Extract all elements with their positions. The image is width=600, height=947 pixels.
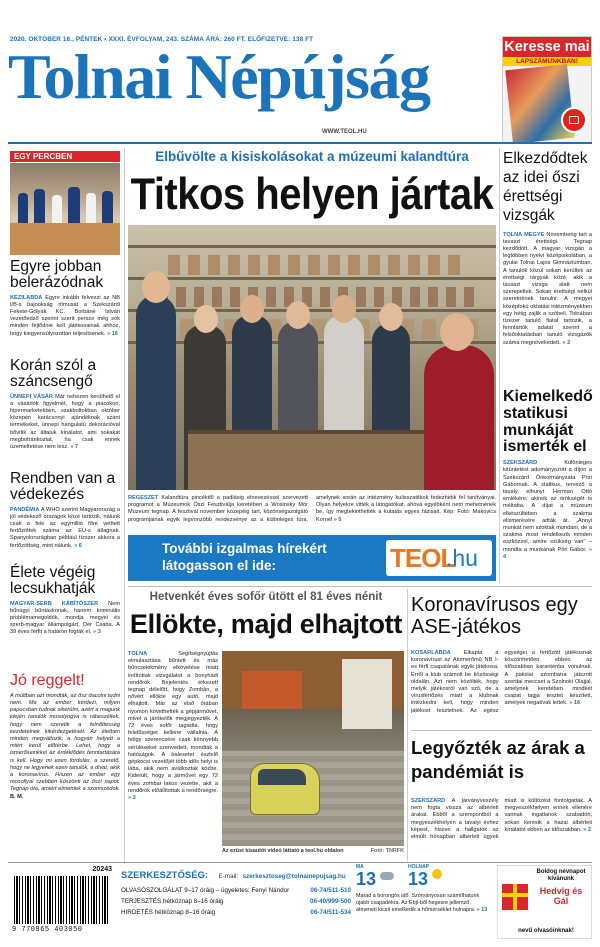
accident-kicker: TOLNA <box>128 651 148 657</box>
nameday-title: Boldog névnapot kívánunk <box>536 869 586 882</box>
weather-today <box>356 864 396 890</box>
weather-tomorrow <box>408 864 448 890</box>
section-label: EGY PERCBEN <box>10 151 120 162</box>
right-story-2-ref[interactable]: » 4 <box>503 546 592 560</box>
prices-headline[interactable]: Legyőzték az árak a pandémiát is <box>411 737 585 782</box>
nameday-names: Hedvig és Gál <box>539 886 583 906</box>
sun-cloud-icon <box>432 869 442 879</box>
banner-line-2: látogasson el ide: <box>162 558 277 573</box>
footer-row-2-phone[interactable]: 06-40/999-500 <box>310 898 351 905</box>
top-story-caption <box>128 495 496 531</box>
corona-body <box>411 650 592 724</box>
prices-body-text: A járványveszély nem fogta vissza az albérleti árakat. Ebből a szempontból a megyeszékhelyen a tavalyi évhez képest, hiszen a hallgatók az elmúlt hónapban albérleti ügyek miatt is költözést fontolgattak. A megyeszékhelyen ennek ellenére vannak ingatlanok szabadon, sokan keresik a hazai albérleti kínálatot ebben az időszakban. <box>411 798 592 841</box>
editorial-info <box>121 865 351 920</box>
accident-body-text: Segítségnyújtás elmulasztása bűntett és más bűncselekmény elkövetése miatt indítottak vizsgálatot a bonyhádi rendőrök. Bejelentés érkezett tegnap délelőtt, hogy Zombán, a nővért ellökte egy autó, majd elhajtott. Már az első órában nyomon követhették a gépjárművet, mivel a járókelők megjegyezték. A 72 éves sofőr tagadta, hogy felelősséget kellene vállalnia. A hölgy szerencsére csak könnyebb sérüléseket szenvedett, mondták a hatóságok. A balesetet észlelő gépkocsi vezetőjét több idős helyi is látta, akik nem avatkoztak közbe. Kiderült, hogy a járművel egy 72 éves zombai lakos vezette, akit a rendőrök előállítottak a rendőrségre. <box>128 651 218 794</box>
mid-rule <box>128 586 592 587</box>
corona-body-text: Elkapta a koronavírust az Atomerőmű NB I-es férfi csapatának egyik játékosa. Erről a klub számolt be közösségi oldalán. Azt nem közölték, hogy melyik játékosról van szó, de a vírusfertőzés miatt a klubnak intézkedni kell, hogy minden játékost tesztelnek. Az egész egységei a fertőzött játékosnak köszönhetően ebben az időszakban karanténba vonulnak. A pakslai szombatra játszott szerdai meccset a Szolnoki Olajjal, amelynek keretében mindkét csapat tagja tesztet készített, amelyek negatívak lettek. <box>411 650 592 714</box>
nameday-box <box>497 865 592 939</box>
left-story-2-body: Már nehezen kerülhető el a vásárlók figyelmét, hogy a piacokon, hipermarketekben, szakboltokban október közepén karácsonyi ajándéknak szánt termékeket, ünnepi hangulatú dekorációval bővítik az általuk kínálatot, ami sokakat megbotránkoztat, ha csak ennek üzemeltetése nem lesz. <box>10 393 121 450</box>
banner-line-1: További izgalmas hírekért <box>162 541 327 556</box>
left-story-3-kicker: PANDÉMIA <box>10 506 40 513</box>
editorial-email-label: E-mail: <box>218 873 239 880</box>
right-story-1-kicker: TOLNA MEGYE <box>503 231 545 238</box>
promo-title: Keresse mai <box>504 39 590 55</box>
right-story-2-headline: Kiemelkedő statikusi munkáját ismerték el <box>503 388 593 456</box>
right-story-2-kicker: SZEKSZÁRD <box>503 460 538 467</box>
footer-row-3 <box>121 909 351 920</box>
promo-subtitle: LAPSZÁMUNKBAN! <box>503 57 591 66</box>
weather-tomorrow-temp: 13 <box>408 869 429 889</box>
top-story-ref[interactable]: » 5 <box>333 516 342 523</box>
right-story-1[interactable] <box>503 150 592 347</box>
accident-photo-credit: Fotó: TNRFK <box>370 848 404 854</box>
left-story-4-ref[interactable]: » 3 <box>93 629 101 636</box>
accident-body <box>128 651 218 858</box>
masthead-title: Tolnai Népújság <box>8 41 430 112</box>
right-story-2-body: Különleges kitüntetést adományozott a díjon a Szekszárd Önkormányzata Pöri Gábornak. A statikus, tervező a tavaly elhunyt Herman Ottó emlékére, akinek az örökségét is méltatta. A díjat a múzeum elkészültében a szakma elismerésére adták át. „Annyi munkát nem szoktak mondani, de a szakma most rendelkezik minden eszközzel, amire szükség van” – mondta a munkának Pöri Gábor. <box>503 460 592 553</box>
corona-headline[interactable]: Koronavírusos egy ASE-játékos <box>411 594 578 639</box>
barcode <box>10 866 114 938</box>
weather-ref[interactable]: » 13 <box>476 906 488 913</box>
promo-magazine-image <box>505 64 574 144</box>
prices-ref[interactable]: » 2 <box>583 826 591 833</box>
right-story-1-body: Novemberig tart a tavaszi érettségi. Tegnap kezdődött. A magyar vizsgán a legtöbben nyelvi középiskolában, a gyulai Tolnai Lajos Gimnáziumban. A tanulók közül sokan kerültek az érettségi tárgyak közé, akik a tavaszi vizsga alatt nem szerepeltek. Sokan érettségi nélkül szeretnének tanulni. A megyei középfokú oktatási intézményekben egy hétig zajlik a szóbeli. Tolnában tízezer tanuló fiatal tartozik, a fenntartók adatai szerint a felsőoktatásban tanuló vizsgázók száma megnövekedett. <box>503 231 592 346</box>
left-story-2[interactable] <box>10 358 120 451</box>
accident-photo-caption <box>222 848 404 854</box>
accident-divider <box>407 589 408 861</box>
corona-rule <box>411 730 592 731</box>
right-story-1-ref[interactable]: » 2 <box>562 339 571 346</box>
top-story-caption-text: Kalandtúra pincéktől a padlásig elnevezéssel szervezett programot a Múzeumok Őszi Fesztiválja keretében a Wosinsky Mór Múzeum tegnap. A fesztivál november közepéig tart, közönségszolgáló programjainak egyik legvonzóbb rendezvénye az a különleges túra, amelynek során az intézmény kulisszatitkok fedezhetik fel tanítványai. Olyan helyekre vitték a látogatókat, ahová egyébként nem mehetnének be, így megtekinthették a kutatás egyes fázisait. Kép: Fotó: Makovics Kornél <box>128 495 496 523</box>
museum-photo <box>128 225 496 490</box>
left-story-3-ref[interactable]: » 6 <box>74 542 82 549</box>
editorial-email[interactable]: szerkesztoseg@tolnainepujsag.hu <box>242 873 346 880</box>
left-column-divider <box>124 148 125 864</box>
footer-rule <box>8 862 592 863</box>
left-story-3-headline: Rendben van a védekezés <box>10 470 116 504</box>
corona-ref[interactable]: » 16 <box>569 700 581 707</box>
footer-row-3-label: HIRDETÉS hétköznap 8–16 óráig <box>121 909 216 916</box>
dateline: 2020. OKTÓBER 16., PÉNTEK • XXXI. ÉVFOLYAM, 243. SZÁMA ÁRA: 260 FT. ELŐFIZETVE: 138 FT <box>10 36 314 43</box>
left-story-1-kicker: KÉZILABDA <box>10 294 43 301</box>
gift-icon <box>502 884 528 910</box>
weather-today-temp: 13 <box>356 869 377 889</box>
teol-brand: TEOL <box>390 543 456 573</box>
left-story-1[interactable] <box>10 259 120 338</box>
left-story-2-headline: Korán szól a száncsengő <box>10 357 97 391</box>
accident-overline: Hetvenkét éves sofőr ütött el 81 éves nénit <box>149 591 383 603</box>
left-story-4-headline: Élete végéig lecsukhatják <box>10 564 96 598</box>
left-story-4-body: Nem bűnügyi bűntáskoriak, hanem kriminális problémamegoldók, mondja megyei és szerb-magyar állampolgárt, Dér Csaba. A 39 éves férfit a határon fogták el. <box>10 600 120 636</box>
accident-headline[interactable]: Ellökte, majd elhajtott <box>129 609 403 639</box>
corona-kicker: KOSÁRLABDA <box>411 650 451 656</box>
left-story-1-body: Egyre inkább felveszi az NB I/B-s bajnokság ritmusát a Szekszárdi Fekete-Gólyák KC. Borbáné István vezetőedző szerint szerit persze még sok minden fejlődnie kell játékosainak ahhoz, hogy kiegyensúlyozottan teljesítsenek. <box>10 294 120 337</box>
right-column-divider <box>499 148 500 583</box>
left-story-1-headline: Egyre jobban belerázódnak <box>10 258 104 292</box>
jo-reggelt-body: A múltban azt mondták, az ősz dacolni tudni nem. Ma az ember kérdezi, milyen papucsban tudnak sikerülni, azért a magunk idején tanulók mosolyogva is rábeszéltek, hogy nem szeretik a felnőttesség kezdeteinek kikérdezgetését. Az életben minden megváltozik, a hogyan helyett a miért kerül előtérbe. Lehet, hogy a ismerőseinkkel az érdeklődés fenntartására is kell. Hogy mi ezen fordulás, a szerető, hogy ne legyenek ezen tanulók, a divat, akik a koronavírus. Hiszen az ember egy mosollyal szebben köszönti az őszi napot. Tegnap óta, amiért elmentek a szomszédok. <box>10 692 120 793</box>
left-story-4-kicker: MAGYAR-SERB KÁBÍTÓSZER <box>10 600 99 607</box>
right-story-2[interactable] <box>503 389 592 561</box>
masthead-rule <box>8 142 592 144</box>
accident-photo-caption-text: Az ezüst kisautót videó láttató a teol.hu oldalon <box>222 848 344 854</box>
footer-row-1 <box>121 887 351 898</box>
promo-tv-icon <box>561 107 587 133</box>
handball-photo <box>10 163 120 255</box>
accident-photo <box>222 651 404 846</box>
prices-body <box>411 798 592 856</box>
jo-reggelt-column <box>10 673 120 801</box>
footer-row-2-label: TERJESZTÉS hétköznap 8–16 óráig <box>121 898 224 905</box>
weather-tomorrow-day: HOLNAP <box>408 864 430 870</box>
top-story-caption-kicker: RÉGÉSZET <box>128 495 159 501</box>
cloud-icon <box>380 872 394 880</box>
left-story-3[interactable] <box>10 471 120 550</box>
barcode-digits: 9 770865 403050 <box>12 926 83 934</box>
accident-ref[interactable]: » 3 <box>128 795 136 802</box>
left-story-1-ref[interactable]: » 16 <box>107 330 118 337</box>
masthead-url[interactable]: WWW.TEOL.HU <box>322 129 367 135</box>
weather-text <box>356 893 492 913</box>
jo-reggelt-label: Jó reggelt! <box>10 672 85 689</box>
teol-logo <box>386 540 492 576</box>
footer-row-3-phone[interactable]: 06-74/511-534 <box>310 909 351 916</box>
left-story-3-body: A WHO szerint Magyarország a jól védekező országok közé tartozik, nálunk csak a fele az egymillió főre vetített fertőzöttek száma az EU-s átlagnak. Spanyolországban például tízszer akkora a fertőzöttség, mint nálunk. <box>10 506 120 549</box>
top-story-headline[interactable]: Titkos helyen jártak <box>130 169 494 220</box>
jo-reggelt-sign: B. M. <box>10 793 24 800</box>
editorial-label: SZERKESZTŐSÉG: <box>121 870 209 881</box>
footer-row-1-label: OLVASÓSZOLGÁLAT 9–17 óráig – ügyeletes: Fenyi Nándor <box>121 887 290 894</box>
teol-tld: .hu <box>446 545 478 571</box>
left-story-2-kicker: ÜNNEPI VÁSÁR <box>10 393 53 400</box>
promo-box[interactable] <box>502 36 592 144</box>
barcode-top-number: 20243 <box>92 866 112 873</box>
teol-banner[interactable] <box>128 535 496 581</box>
footer-row-2 <box>121 898 351 909</box>
left-story-4[interactable] <box>10 565 120 637</box>
left-story-2-ref[interactable]: » 7 <box>70 443 79 450</box>
barcode-bars <box>14 876 110 924</box>
prices-kicker: SZEKSZÁRD <box>411 798 446 804</box>
top-story-overline: Elbűvölte a kisiskolásokat a múzeumi kalandtúra <box>155 149 469 164</box>
weather-today-day: MA <box>356 864 364 870</box>
nameday-footer: nevű olvasóinknak! <box>518 928 574 934</box>
footer-row-1-phone[interactable]: 06-74/511-510 <box>310 887 351 894</box>
right-story-1-headline: Elkezdődtek az idei őszi érettségi vizsgák <box>503 150 588 224</box>
weather-text-body: Marad a borongós idő. Szórványosan számíthatunk újabb csapadékra. Az Ebjl-ből hegesre jellemző, átmeneti kicsit emelkedik a hőmérséklet holnapra. <box>356 893 480 913</box>
